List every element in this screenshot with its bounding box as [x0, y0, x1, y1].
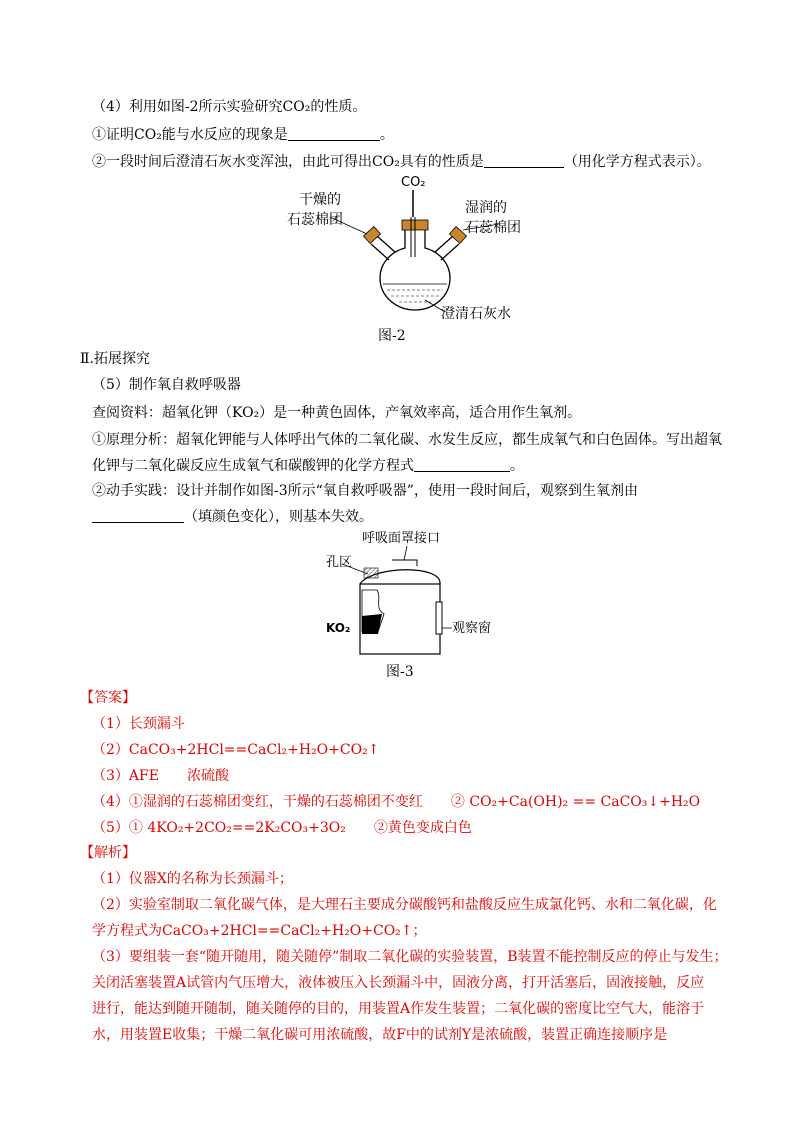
- q5-item2-line1: ②动手实践：设计并制作如图-3所示“氧自救呼吸器”，使用一段时间后，观察到生氧剂由: [92, 483, 638, 499]
- fig2-left-label-2: 石蕊棉团: [287, 212, 343, 228]
- q5-item2-text: （填颜色变化），则基本失效。: [184, 509, 373, 525]
- fig2-left-label-1: 干燥的: [299, 192, 341, 208]
- answer-4: （4）①湿润的石蕊棉团变红，干燥的石蕊棉团不变红 ② CO₂+Ca(OH)₂ == CaCO₃↓+H₂O: [92, 794, 701, 810]
- analysis-3-line3: 进行，能达到随开随制，随关随停的目的，用装置A作发生装置；二氧化碳的密度比空气大，能溶于: [92, 1001, 705, 1017]
- answer-blank: [484, 153, 564, 168]
- fig3-window-label: 观察窗: [452, 621, 492, 636]
- answer-blank: [288, 126, 380, 141]
- analysis-3-line1: （3）要组装一套“随开随用，随关随停”制取二氧化碳的实验装置，B装置不能控制反应的停止与发生；: [92, 949, 728, 965]
- analysis-3-line2: 关闭活塞装置A试管内气压增大，液体被压入长颈漏斗中，固液分离，打开活塞后，固液接触，反应: [92, 975, 705, 991]
- left-cotton-ball: [363, 227, 380, 244]
- analysis-2-line1: （2）实验室制取二氧化碳气体，是大理石主要成分碳酸钙和盐酸反应生成氯化钙、水和二氧化碳，化: [92, 897, 717, 913]
- q5-item1-text: 化钾与二氧化碳反应生成氧气和碳酸钾的化学方程式: [92, 458, 414, 474]
- figure-2-diagram: [285, 172, 545, 327]
- limewater: [387, 290, 443, 302]
- answer-1: （1）长颈漏斗: [92, 716, 185, 732]
- fig2-co2-label: CO₂: [401, 175, 426, 190]
- fig3-ko2-label: KO₂: [326, 621, 351, 635]
- fig2-right-label-1: 湿润的: [465, 200, 507, 216]
- fig2-right-label-2: 石蕊棉团: [465, 220, 521, 236]
- answer-3: （3）AFE 浓硫酸: [92, 768, 229, 784]
- fig2-caption: 图-2: [378, 328, 406, 344]
- q5-item1-line2: [92, 456, 524, 476]
- answer-blank: [414, 457, 510, 472]
- q5-material: 查阅资料：超氧化钾（KO₂）是一种黄色固体，产氧效率高，适合用作生氧剂。: [92, 405, 582, 421]
- analysis-1: （1）仪器X的名称为长颈漏斗；: [92, 871, 293, 887]
- q4-item1-text: ①证明CO₂能与水反应的现象是: [92, 127, 288, 143]
- figure-3-diagram: [322, 528, 502, 658]
- section-heading: Ⅱ.拓展探究: [80, 351, 150, 367]
- q5-item1-end: 。: [510, 458, 524, 474]
- analysis-heading: 【解析】: [80, 845, 136, 861]
- fig3-hole-label: 孔区: [326, 555, 353, 570]
- answer-heading: 【答案】: [80, 690, 136, 706]
- observation-window: [436, 602, 442, 634]
- q5-item1-line1: ①原理分析：超氧化钾能与人体呼出气体的二氧化碳、水发生反应，都生成氧气和白色固体。写出超氧: [92, 432, 722, 448]
- q4-item2: [92, 152, 711, 172]
- q4-title: （4）利用如图-2所示实验研究CO₂的性质。: [92, 99, 367, 115]
- right-cotton-ball: [449, 227, 466, 244]
- q4-item2-end: （用化学方程式表示）。: [563, 154, 711, 170]
- fig2-bottom-label: 澄清石灰水: [441, 306, 511, 322]
- q4-item1: [92, 125, 394, 145]
- answer-2: （2）CaCO₃+2HCl==CaCl₂+H₂O+CO₂↑: [92, 742, 380, 758]
- q4-item2-text: ②一段时间后澄清石灰水变浑浊，由此可得出CO₂具有的性质是: [92, 154, 484, 170]
- fig3-top-label: 呼吸面罩接口: [362, 531, 441, 546]
- answer-blank: [92, 508, 184, 523]
- answer-5: （5）① 4KO₂+2CO₂==2K₂CO₃+3O₂ ②黄色变成白色: [92, 820, 472, 836]
- ko2-solid: [362, 614, 382, 634]
- q5-item2-line2: [92, 507, 373, 527]
- analysis-2-line2: 学方程式为CaCO₃+2HCl==CaCl₂+H₂O+CO₂↑；: [92, 923, 427, 939]
- q5-title: （5）制作氧自救呼吸器: [92, 377, 241, 393]
- analysis-3-line4: 水，用装置E收集；干燥二氧化碳可用浓硫酸，故F中的试剂Y是浓硫酸，装置正确连接顺序是: [92, 1027, 668, 1043]
- fig3-caption: 图-3: [386, 664, 414, 680]
- q4-item1-end: 。: [379, 127, 394, 143]
